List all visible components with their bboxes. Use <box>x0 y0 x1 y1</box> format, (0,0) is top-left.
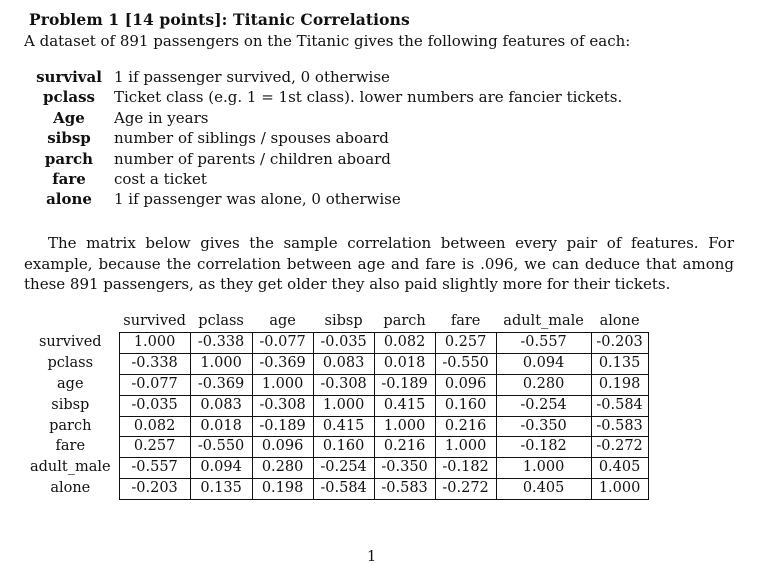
feature-row <box>24 67 622 87</box>
matrix-cell: 1.000 <box>190 353 252 374</box>
problem-title: Problem 1 [14 points]: Titanic Correlations <box>29 10 410 29</box>
matrix-row <box>26 332 648 353</box>
matrix-cell: -0.035 <box>119 395 190 416</box>
matrix-cell: 0.257 <box>119 437 190 458</box>
explanation-paragraph: The matrix below gives the sample correlation between every pair of features. For example, because the correlation between age and fare is .096, we can deduce that among these 891 passengers, as they get older they also paid slightly more for their tickets. <box>24 234 734 293</box>
matrix-cell: -0.035 <box>313 332 374 353</box>
matrix-cell: 0.160 <box>313 437 374 458</box>
matrix-row-header: age <box>57 375 84 392</box>
feature-description: number of parents / children aboard <box>114 149 391 168</box>
matrix-row-header: parch <box>49 417 92 434</box>
feature-name: parch <box>44 149 94 168</box>
feature-row <box>24 108 622 128</box>
matrix-row <box>26 416 648 437</box>
feature-description: Ticket class (e.g. 1 = 1st class). lower numbers are fancier tickets. <box>114 88 623 107</box>
matrix-cell: 0.135 <box>190 479 252 500</box>
page-number: 1 <box>367 549 377 565</box>
matrix-column-header: adult_male <box>503 313 584 329</box>
feature-description: cost a ticket <box>114 170 207 189</box>
matrix-cell: 0.198 <box>252 479 313 500</box>
feature-name: fare <box>52 170 86 189</box>
matrix-cell: 0.257 <box>435 332 496 353</box>
matrix-cell: -0.077 <box>119 374 190 395</box>
matrix-cell: -0.308 <box>313 374 374 395</box>
feature-description: 1 if passenger was alone, 0 otherwise <box>114 190 401 209</box>
matrix-cell: -0.584 <box>313 479 374 500</box>
matrix-row-header: sibsp <box>51 396 90 413</box>
matrix-row-header: fare <box>55 438 86 455</box>
matrix-cell: -0.189 <box>374 374 435 395</box>
matrix-cell: -0.338 <box>119 353 190 374</box>
matrix-row-header: adult_male <box>30 459 111 476</box>
matrix-cell: -0.203 <box>119 479 190 500</box>
matrix-cell: -0.583 <box>374 479 435 500</box>
matrix-column-header: survived <box>123 313 186 329</box>
matrix-cell: 1.000 <box>313 395 374 416</box>
matrix-cell: -0.308 <box>252 395 313 416</box>
matrix-column-header: age <box>269 313 296 329</box>
matrix-cell: -0.077 <box>252 332 313 353</box>
feature-description: Age in years <box>114 108 209 127</box>
feature-name: survival <box>36 68 102 86</box>
feature-row <box>24 189 622 209</box>
matrix-row <box>26 479 648 500</box>
matrix-cell: 1.000 <box>591 479 648 500</box>
feature-row <box>24 169 622 189</box>
matrix-cell: 0.018 <box>374 353 435 374</box>
matrix-cell: 0.096 <box>252 437 313 458</box>
matrix-cell: -0.272 <box>591 437 648 458</box>
matrix-cell: -0.369 <box>252 353 313 374</box>
matrix-column-header: pclass <box>198 313 244 329</box>
matrix-row-header: survived <box>38 333 102 350</box>
matrix-cell: 0.216 <box>435 416 496 437</box>
matrix-cell: 1.000 <box>496 458 591 479</box>
feature-row <box>24 87 622 107</box>
matrix-cell: 0.096 <box>435 374 496 395</box>
matrix-cell: -0.583 <box>591 416 648 437</box>
feature-description: number of siblings / spouses aboard <box>114 129 389 148</box>
matrix-cell: 0.083 <box>313 353 374 374</box>
matrix-cell: -0.254 <box>496 395 591 416</box>
correlation-matrix <box>26 312 649 500</box>
matrix-cell: -0.350 <box>374 458 435 479</box>
matrix-column-header: alone <box>599 313 640 329</box>
matrix-cell: -0.203 <box>591 332 648 353</box>
matrix-row <box>26 437 648 458</box>
feature-name: alone <box>46 190 92 209</box>
matrix-cell: -0.557 <box>496 332 591 353</box>
matrix-cell: 0.415 <box>313 416 374 437</box>
matrix-row-header: alone <box>50 480 91 497</box>
matrix-column-header: fare <box>450 313 481 329</box>
feature-name: pclass <box>43 88 95 107</box>
matrix-column-header: sibsp <box>324 313 363 329</box>
matrix-cell: -0.272 <box>435 479 496 500</box>
matrix-cell: 0.160 <box>435 395 496 416</box>
matrix-cell: 0.198 <box>591 374 648 395</box>
matrix-corner <box>26 312 119 332</box>
matrix-cell: -0.557 <box>119 458 190 479</box>
matrix-cell: 0.280 <box>496 374 591 395</box>
matrix-cell: 0.094 <box>496 353 591 374</box>
matrix-cell: 0.216 <box>374 437 435 458</box>
feature-name: Age <box>53 108 85 127</box>
feature-row <box>24 149 622 169</box>
matrix-cell: -0.338 <box>190 332 252 353</box>
matrix-cell: 0.405 <box>591 458 648 479</box>
matrix-cell: -0.584 <box>591 395 648 416</box>
matrix-cell: -0.254 <box>313 458 374 479</box>
matrix-cell: -0.550 <box>190 437 252 458</box>
matrix-cell: 0.405 <box>496 479 591 500</box>
matrix-cell: 0.082 <box>374 332 435 353</box>
matrix-row <box>26 374 648 395</box>
matrix-row <box>26 395 648 416</box>
matrix-cell: 0.083 <box>190 395 252 416</box>
matrix-cell: 0.280 <box>252 458 313 479</box>
matrix-cell: 0.018 <box>190 416 252 437</box>
matrix-row <box>26 353 648 374</box>
matrix-row <box>26 458 648 479</box>
matrix-cell: -0.189 <box>252 416 313 437</box>
matrix-cell: -0.369 <box>190 374 252 395</box>
matrix-column-header: parch <box>383 313 426 329</box>
matrix-cell: 1.000 <box>119 332 190 353</box>
feature-row <box>24 128 622 148</box>
matrix-cell: 1.000 <box>374 416 435 437</box>
feature-description: 1 if passenger survived, 0 otherwise <box>114 68 390 86</box>
matrix-cell: 1.000 <box>252 374 313 395</box>
matrix-header-row <box>26 312 648 332</box>
matrix-cell: 0.415 <box>374 395 435 416</box>
matrix-cell: 0.135 <box>591 353 648 374</box>
matrix-cell: 0.082 <box>119 416 190 437</box>
intro-text: A dataset of 891 passengers on the Titanic gives the following features of each: <box>24 32 631 50</box>
matrix-cell: -0.182 <box>435 458 496 479</box>
matrix-cell: -0.350 <box>496 416 591 437</box>
matrix-cell: -0.182 <box>496 437 591 458</box>
matrix-cell: 0.094 <box>190 458 252 479</box>
feature-name: sibsp <box>47 129 91 148</box>
matrix-cell: -0.550 <box>435 353 496 374</box>
feature-list <box>24 67 622 210</box>
matrix-cell: 1.000 <box>435 437 496 458</box>
matrix-row-header: pclass <box>47 354 94 371</box>
